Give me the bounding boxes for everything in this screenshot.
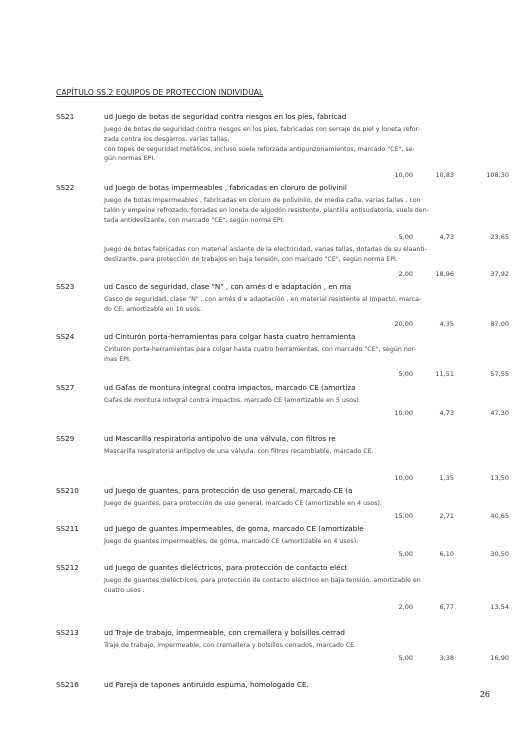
unit-price-value: 3,38 bbox=[439, 654, 454, 662]
description-line: Juego de guantes impermeables, de goma, marcado CE (amortizable en 4 usos). bbox=[104, 538, 359, 545]
description-line: Cinturón porta-herramientas para colgar hasta cuatro herramientas, con marcado "CE", según nor- bbox=[104, 346, 417, 353]
item-description bbox=[104, 345, 444, 365]
total-value: 30,50 bbox=[490, 550, 509, 558]
description-line: Juego de guantes dieléctricos, para protección de contacto eléctrico en baja tensión, amortizable en bbox=[104, 577, 421, 584]
total-value: 23,65 bbox=[490, 233, 509, 241]
description-line: zada contra los desgarros, varias tallas, bbox=[104, 135, 230, 143]
item-title: ud Cinturón porta-herramientas para colgar hasta cuatro herramienta bbox=[104, 332, 356, 341]
description-line: deslizante, para protección de trabajos en baja tensión, con marcado "CE", según norma EPI. bbox=[104, 255, 398, 263]
item-description bbox=[104, 125, 444, 164]
description-line: Mascarilla respiratoria antipolvo de una válvula, con filtros recambiable, marcado CE. bbox=[104, 448, 374, 455]
item-description bbox=[104, 396, 444, 406]
quantity-value: 10,00 bbox=[394, 474, 413, 482]
unit-price-value: 4,73 bbox=[439, 409, 454, 417]
item-title: ud Traje de trabajo, impermeable, con cremallera y bolsillos cerrad bbox=[104, 628, 345, 637]
item-description bbox=[104, 196, 444, 225]
item-code: SS22 bbox=[56, 183, 75, 192]
total-value: 57,55 bbox=[490, 370, 509, 378]
description-line: tada antideslizante, con marcado "CE", según norma EPI. bbox=[104, 216, 285, 224]
item-code: SS210 bbox=[56, 486, 79, 495]
page-number: 26 bbox=[479, 690, 490, 699]
item-title: ud Mascarilla respiratoria antipolvo de una válvula, con filtros re bbox=[104, 434, 336, 443]
total-value: 40,65 bbox=[490, 512, 509, 520]
description-line: Traje de trabajo, impermeable, con cremallera y bolsillos cerrados, marcado CE. bbox=[104, 642, 357, 649]
unit-price-value: 18,96 bbox=[435, 270, 454, 278]
quantity-value: 5,00 bbox=[398, 550, 413, 558]
description-line: do CE, amortizable en 10 usos. bbox=[104, 305, 202, 313]
description-line: Casco de seguridad, clase "N" , con arnés d e adaptación , en material resistente al impacto, marca- bbox=[104, 296, 422, 303]
quantity-value: 20,00 bbox=[394, 320, 413, 328]
item-description bbox=[104, 447, 444, 457]
item-title: ud Pareja de tapones antiruido espuma, homologado CE. bbox=[104, 680, 309, 689]
item-title: ud Juego de botas de seguridad contra riesgos en los pies, fabricad bbox=[104, 112, 347, 121]
description-line: Juego de botas fabricadas con material aislante de la electricidad, varias tallas, dotadas de su elaanti- bbox=[104, 246, 427, 253]
item-title: ud Casco de seguridad, clase "N" , con arnés d e adaptación , en ma bbox=[104, 282, 352, 291]
item-code: SS213 bbox=[56, 628, 79, 637]
item-code: SS23 bbox=[56, 282, 75, 291]
item-title: ud Juego de guantes, para protección de uso general, marcado CE (a bbox=[104, 486, 353, 495]
description-line: Juego de botas impermeables , fabricadas en cloruro de polivinilo, de media caña, varias tallas , con bbox=[104, 197, 421, 204]
item-title: ud Juego de botas impermeables , fabricadas en cloruro de polivinil bbox=[104, 183, 347, 192]
item-code: SS24 bbox=[56, 332, 75, 341]
unit-price-value: 6,77 bbox=[439, 603, 454, 611]
item-title: ud Gafas de montura integral contra impactos, marcado CE (amortiza bbox=[104, 383, 356, 392]
total-value: 16,90 bbox=[490, 654, 509, 662]
description-line: cuatro usos . bbox=[104, 586, 145, 594]
quantity-value: 2,00 bbox=[398, 603, 413, 611]
item-title: ud Juego de guantes impermeables, de goma, marcado CE (amortizable bbox=[104, 524, 364, 533]
item-code: SS211 bbox=[56, 524, 79, 533]
total-value: 37,92 bbox=[490, 270, 509, 278]
quantity-value: 15,00 bbox=[394, 512, 413, 520]
unit-price-value: 6,10 bbox=[439, 550, 454, 558]
item-code: SS216 bbox=[56, 680, 79, 689]
item-code: SS27 bbox=[56, 383, 75, 392]
total-value: 108,30 bbox=[486, 171, 509, 179]
total-value: 47,30 bbox=[490, 409, 509, 417]
description-line: mas EPI. bbox=[104, 355, 131, 363]
description-line: Juego de guantes, para protección de uso general, marcado CE (amortizable en 4 usos). bbox=[104, 500, 382, 507]
description-line: Gafas de montura integral contra impactos, marcado CE (amortizable en 5 usos). bbox=[104, 397, 361, 404]
item-title: ud Juego de guantes dieléctricos, para protección de contacto eléct bbox=[104, 563, 348, 572]
item-description bbox=[104, 576, 444, 596]
item-description bbox=[104, 499, 444, 509]
item-description bbox=[104, 245, 444, 265]
item-description bbox=[104, 295, 444, 315]
total-value: 87,00 bbox=[490, 320, 509, 328]
item-description bbox=[104, 537, 444, 547]
unit-price-value: 4,35 bbox=[439, 320, 454, 328]
quantity-value: 5,00 bbox=[398, 233, 413, 241]
unit-price-value: 4,73 bbox=[439, 233, 454, 241]
item-code: SS21 bbox=[56, 112, 75, 121]
total-value: 13,50 bbox=[490, 474, 509, 482]
unit-price-value: 1,35 bbox=[439, 474, 454, 482]
total-value: 13,54 bbox=[490, 603, 509, 611]
quantity-value: 5,00 bbox=[398, 370, 413, 378]
unit-price-value: 2,71 bbox=[439, 512, 454, 520]
description-line: talón y empeine refrozado, forradas en loneta de algodón resistente, plantilla antisudatoria, suela den- bbox=[104, 206, 430, 214]
item-code: SS212 bbox=[56, 563, 79, 572]
description-line: Juego de botas de seguridad contra riesgos en los pies, fabricadas con serraje de piel y loneta refor- bbox=[104, 126, 421, 133]
description-line: con topes de seguridad metálicos, incluso suela reforzada antipunzonamientos, marcado "CE", se- bbox=[104, 145, 415, 153]
quantity-value: 10,00 bbox=[394, 171, 413, 179]
quantity-value: 10,00 bbox=[394, 409, 413, 417]
quantity-value: 5,00 bbox=[398, 654, 413, 662]
item-code: SS29 bbox=[56, 434, 75, 443]
unit-price-value: 10,83 bbox=[435, 171, 454, 179]
chapter-title: CAPÍTULO SS.2 EQUIPOS DE PROTECCION INDIVIDUAL bbox=[56, 88, 264, 97]
item-description bbox=[104, 641, 444, 651]
unit-price-value: 11,51 bbox=[435, 370, 454, 378]
description-line: gún normas EPI. bbox=[104, 155, 156, 163]
quantity-value: 2,00 bbox=[398, 270, 413, 278]
